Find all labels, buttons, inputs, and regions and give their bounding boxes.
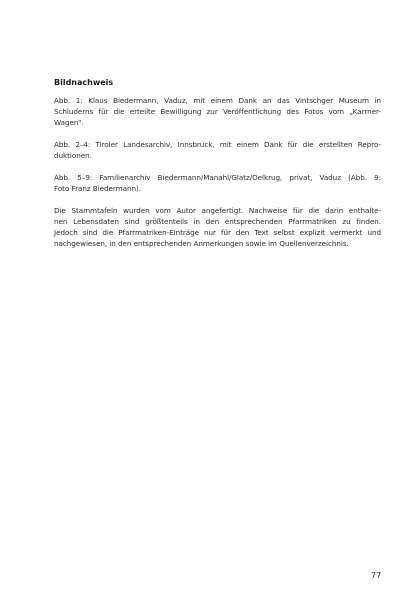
text-line: Foto Franz Biedermann).	[54, 184, 141, 193]
credit-paragraph-abb-2-4	[54, 139, 381, 161]
text-line: Abb. 2–4: Tiroler Landesarchiv, Innsbruck, mit einem Dank für die erstellten Repro-	[54, 140, 381, 149]
credit-paragraph-abb-1	[54, 95, 381, 128]
text-line: nen Lebensdaten sind größtenteils in den entsprechenden Pfarrmatriken zu finden.	[54, 217, 381, 226]
section-heading: Bildnachweis	[54, 78, 114, 87]
page-number: 77	[371, 571, 382, 580]
text-line: Abb. 1: Klaus Biedermann, Vaduz, mit einem Dank an das Vintschger Museum in	[54, 96, 381, 105]
text-line: Wagen“.	[54, 118, 84, 127]
page-body	[54, 77, 381, 260]
text-line: Schluderns für die erteilte Bewilligung zur Veröffentlichung des Fotos vom „Karrner-	[54, 107, 381, 116]
text-line: Jedoch sind die Pfarrmatriken-Einträge nur für den Text selbst explizit vermerkt und	[54, 228, 381, 237]
text-line: Abb. 5–9: Familienarchiv Biedermann/Manahl/Glatz/Oelkrug, privat, Vaduz (Abb. 9:	[54, 173, 381, 182]
text-line: nachgewiesen, in den entsprechenden Anmerkungen sowie im Quellenverzeichnis.	[54, 239, 349, 248]
text-line: Die Stammtafeln wurden vom Autor angefertigt. Nachweise für die darin enthalte-	[54, 206, 381, 215]
stammtafeln-paragraph	[54, 205, 381, 249]
credit-paragraph-abb-5-9	[54, 172, 381, 194]
text-line: duktionen.	[54, 151, 92, 160]
